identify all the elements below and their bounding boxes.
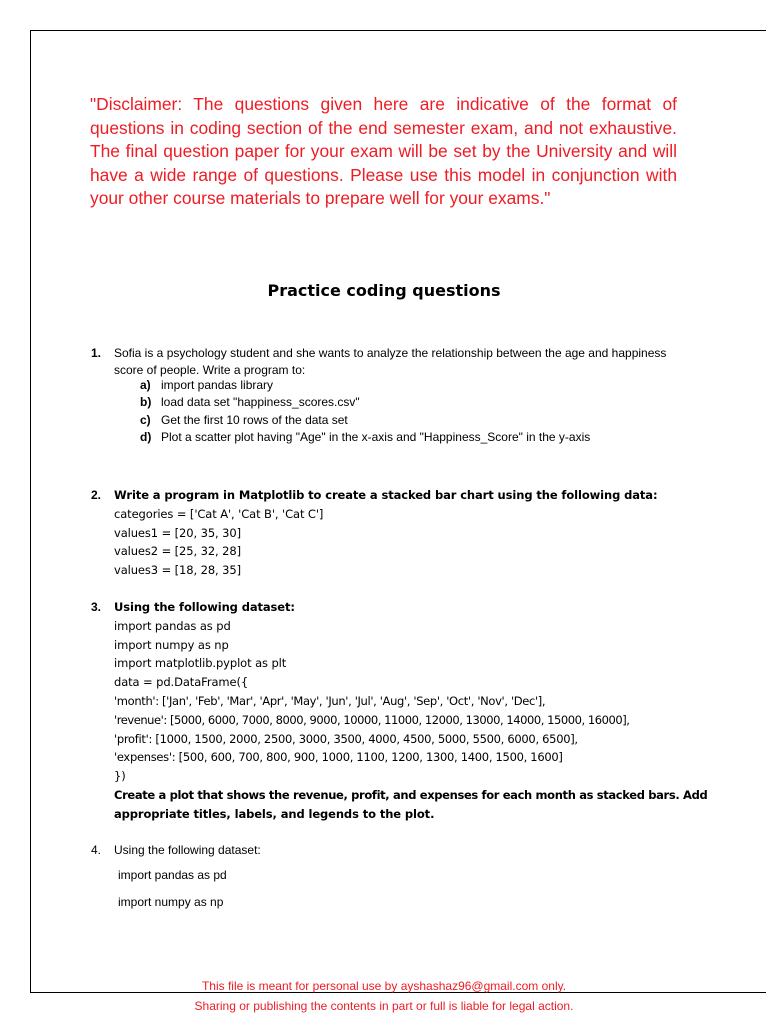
question-text: Using the following dataset:: [114, 843, 261, 857]
item-label: a): [140, 378, 151, 392]
code-line: import pandas as pd: [118, 868, 227, 882]
code-line: 'profit': [1000, 1500, 2000, 2500, 3000, 3500, 4000, 4500, 5000, 5500, 6000, 6500],: [114, 731, 578, 746]
code-line: 'expenses': [500, 600, 700, 800, 900, 1000, 1100, 1200, 1300, 1400, 1500, 1600]: [114, 750, 563, 765]
code-line: values2 = [25, 32, 28]: [114, 544, 241, 559]
footer-notice: This file is meant for personal use by ayshashaz96@gmail.com only.: [201, 979, 567, 993]
question-heading: Write a program in Matplotlib to create a stacked bar chart using the following data:: [114, 488, 658, 502]
task-text: appropriate titles, labels, and legends to the plot.: [114, 806, 435, 821]
item-text: import pandas library: [161, 378, 274, 392]
code-line: import pandas as pd: [114, 618, 231, 633]
code-line: import numpy as np: [114, 637, 229, 652]
question-heading: Using the following dataset:: [114, 600, 295, 614]
question-number: 2.: [91, 488, 101, 502]
item-text: Plot a scatter plot having "Age" in the x-axis and "Happiness_Score" in the y-axis: [161, 430, 591, 444]
task-text: Create a plot that shows the revenue, profit, and expenses for each month as stacked bars. Add: [114, 787, 708, 802]
code-line: import numpy as np: [118, 895, 224, 909]
code-line: import matplotlib.pyplot as plt: [114, 656, 287, 671]
code-line: 'month': ['Jan', 'Feb', 'Mar', 'Apr', 'May', 'Jun', 'Jul', 'Aug', 'Sep', 'Oct', 'Nov', 'Dec'],: [114, 693, 546, 708]
page-title: Practice coding questions: [267, 281, 501, 300]
question-text: Sofia is a psychology student and she wants to analyze the relationship between the age and happiness score of people. Write a program to:: [114, 346, 667, 377]
footer-warning: Sharing or publishing the contents in part or full is liable for legal action.: [194, 999, 574, 1013]
question-number: 1.: [91, 346, 102, 360]
question-number: 4.: [91, 843, 102, 857]
item-label: d): [140, 430, 152, 444]
disclaimer-text: "Disclaimer: The questions given here are indicative of the format of questions in coding section of the end semester exam, and not exhaustive. The final question paper for your exam will be set by the University and will have a wide range of questions. Please use this model in conjunction with your other course materials to prepare well for your exams.": [90, 94, 677, 208]
code-line: data = pd.DataFrame({: [114, 675, 249, 690]
question-number: 3.: [91, 600, 101, 614]
code-line: categories = ['Cat A', 'Cat B', 'Cat C']: [114, 506, 324, 521]
code-line: }): [114, 769, 126, 784]
item-text: load data set "happiness_scores.csv": [161, 395, 360, 409]
question-1: [91, 345, 674, 378]
item-label: c): [140, 413, 151, 427]
code-line: 'revenue': [5000, 6000, 7000, 8000, 9000, 10000, 11000, 12000, 13000, 14000, 15000, 16000],: [114, 712, 630, 727]
item-label: b): [140, 395, 152, 409]
item-text: Get the first 10 rows of the data set: [161, 413, 348, 427]
code-line: values3 = [18, 28, 35]: [114, 563, 241, 578]
code-line: values1 = [20, 35, 30]: [114, 525, 241, 540]
